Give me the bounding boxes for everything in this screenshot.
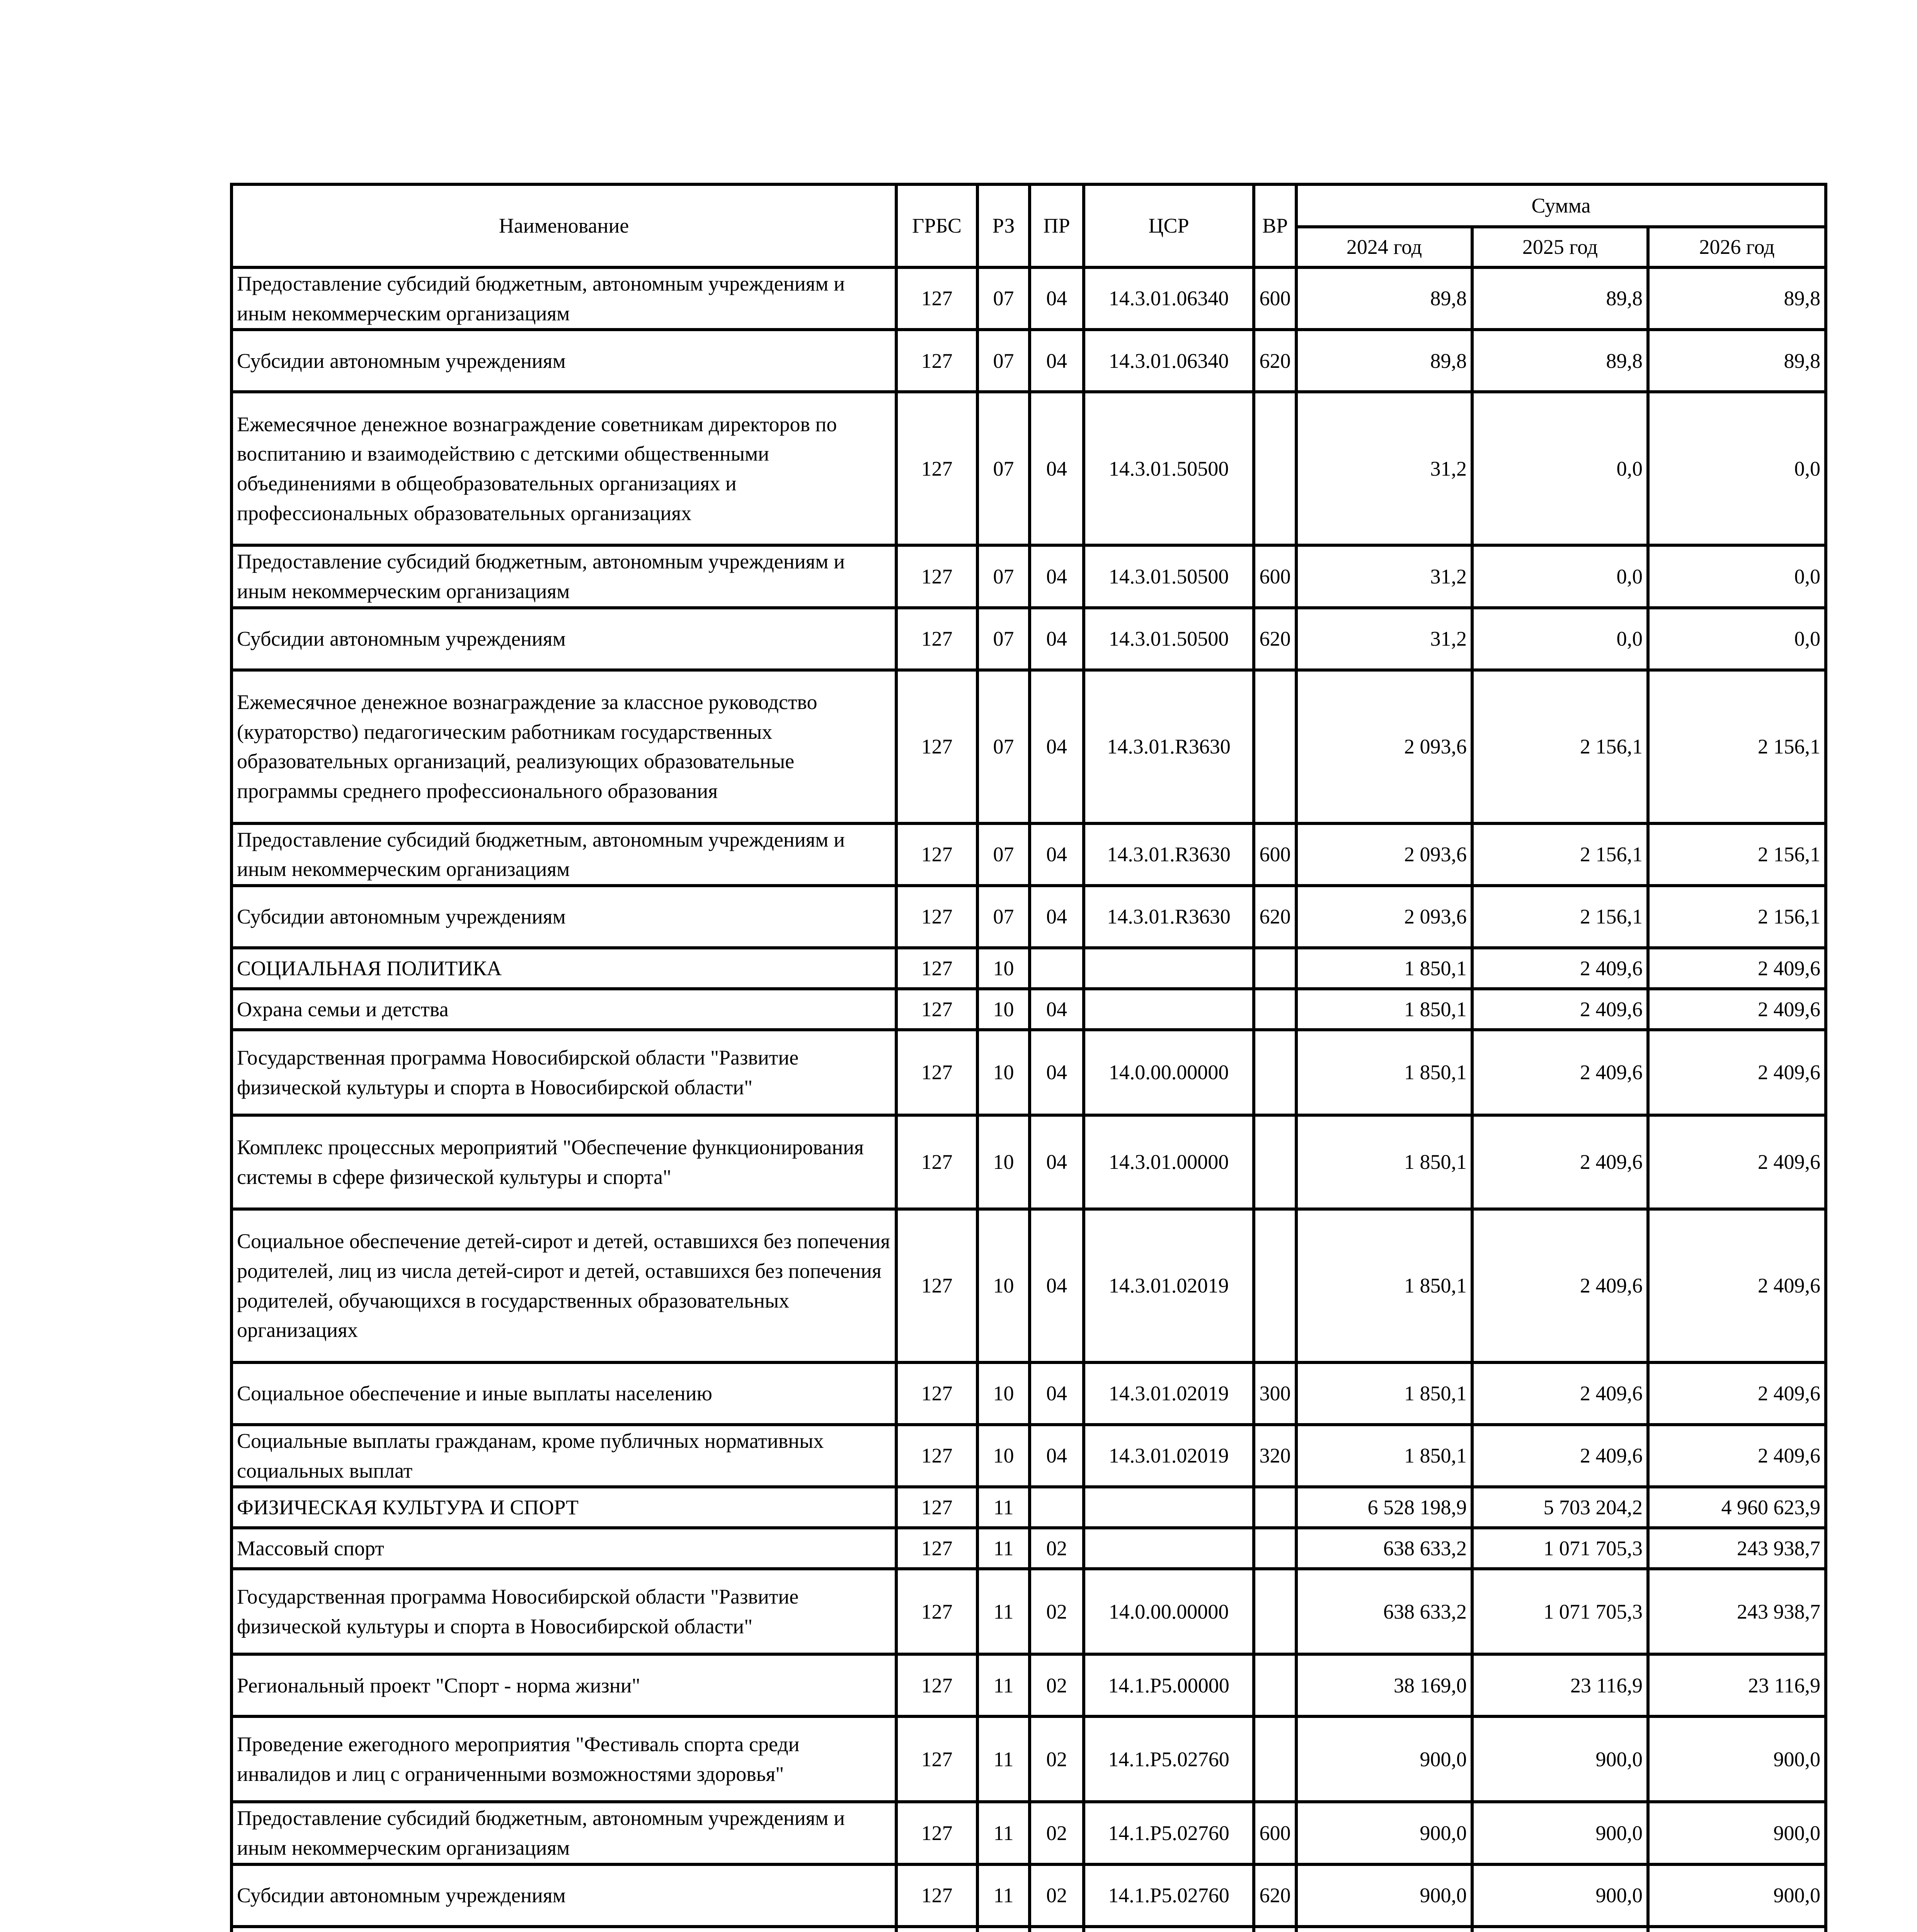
header-name: Наименование (232, 184, 896, 267)
table-row (232, 670, 1826, 823)
table-row (232, 1654, 1826, 1716)
row-sum-2025: 0,0 (1472, 545, 1648, 607)
row-name: Проведение ежегодного мероприятия "Фестиваль спорта среди инвалидов и лиц с ограниченными возможностями здоровья" (232, 1716, 896, 1802)
row-pr: 02 (1030, 1654, 1084, 1716)
row-rz: 10 (977, 948, 1030, 989)
row-sum-2025: 1 071 705,3 (1472, 1528, 1648, 1569)
row-pr: 04 (1030, 1209, 1084, 1362)
table-row (232, 1362, 1826, 1425)
row-name: СОЦИАЛЬНАЯ ПОЛИТИКА (232, 948, 896, 989)
row-pr: 04 (1030, 823, 1084, 886)
row-grbs: 127 (896, 1487, 977, 1528)
row-vr (1254, 1528, 1296, 1569)
row-grbs: 127 (896, 823, 977, 886)
row-vr (1254, 670, 1296, 823)
row-vr: 600 (1254, 267, 1296, 330)
row-sum-2026: 2 156,1 (1648, 886, 1826, 948)
row-name: Региональный проект "Спорт - норма жизни" (232, 1654, 896, 1716)
row-grbs: 127 (896, 1569, 977, 1654)
row-vr: 620 (1254, 330, 1296, 392)
row-sum-2024: 2 093,6 (1296, 670, 1472, 823)
row-csr: 14.1.P5.02760 (1084, 1802, 1254, 1864)
row-rz: 07 (977, 545, 1030, 607)
row-sum-2026: 23 116,9 (1648, 1654, 1826, 1716)
row-pr (1030, 1487, 1084, 1528)
table-row (232, 545, 1826, 607)
row-pr: 04 (1030, 545, 1084, 607)
row-vr: 600 (1254, 545, 1296, 607)
row-sum-2026: 2 156,1 (1648, 823, 1826, 886)
row-rz: 07 (977, 886, 1030, 948)
header-year-2024: 2024 год (1296, 227, 1472, 267)
row-pr: 02 (1030, 1569, 1084, 1654)
row-vr (1254, 1716, 1296, 1802)
row-sum-2024: 1 850,1 (1296, 948, 1472, 989)
row-sum-2024: 2 093,6 (1296, 823, 1472, 886)
row-csr: 14.3.01.50500 (1084, 608, 1254, 670)
row-name: Охрана семьи и детства (232, 989, 896, 1030)
table-row (232, 823, 1826, 886)
table-row (232, 1030, 1826, 1115)
row-sum-2026: 2 409,6 (1648, 1425, 1826, 1487)
header-rz: РЗ (977, 184, 1030, 267)
row-csr: 14.0.00.00000 (1084, 1569, 1254, 1654)
table-row (232, 1115, 1826, 1209)
row-sum-2025: 23 116,9 (1472, 1654, 1648, 1716)
row-name: Предоставление субсидий бюджетным, автономным учреждениям и иным некоммерческим организациям (232, 545, 896, 607)
row-grbs: 127 (896, 1115, 977, 1209)
row-rz: 07 (977, 670, 1030, 823)
table-header (232, 184, 1826, 267)
row-sum-2025: 900,0 (1472, 1864, 1648, 1927)
row-grbs: 127 (896, 670, 977, 823)
row-rz: 11 (977, 1654, 1030, 1716)
row-csr: 14.1.P5.02760 (1084, 1864, 1254, 1927)
row-pr: 04 (1030, 1030, 1084, 1115)
row-csr: 14.3.01.02019 (1084, 1209, 1254, 1362)
row-name: Субсидии автономным учреждениям (232, 1864, 896, 1927)
row-sum-2026: 2 409,6 (1648, 1362, 1826, 1425)
row-sum-2025: 0,0 (1472, 392, 1648, 545)
row-pr: 04 (1030, 1425, 1084, 1487)
row-grbs: 127 (896, 886, 977, 948)
row-grbs: 127 (896, 392, 977, 545)
row-grbs: 127 (896, 1654, 977, 1716)
row-vr (1254, 989, 1296, 1030)
row-pr: 02 (1030, 1864, 1084, 1927)
row-name: Ежемесячное денежное вознаграждение советникам директоров по воспитанию и взаимодействию с детскими общественными объединениями в общеобразовательных организациях и профессиональных образовательных организациях (232, 392, 896, 545)
row-csr: 14.3.01.06340 (1084, 330, 1254, 392)
row-grbs: 127 (896, 1716, 977, 1802)
row-grbs (896, 1927, 977, 1932)
row-rz: 07 (977, 823, 1030, 886)
row-rz: 11 (977, 1802, 1030, 1864)
row-sum-2025: 1 071 705,3 (1472, 1569, 1648, 1654)
row-sum-2026: 89,8 (1648, 330, 1826, 392)
row-sum-2025: 5 703 204,2 (1472, 1487, 1648, 1528)
row-vr: 620 (1254, 1864, 1296, 1927)
row-name: Предоставление субсидий бюджетным, автономным учреждениям и иным некоммерческим организациям (232, 1802, 896, 1864)
table-body (232, 267, 1826, 1932)
row-sum-2026: 2 409,6 (1648, 1209, 1826, 1362)
row-vr: 620 (1254, 886, 1296, 948)
row-rz: 07 (977, 330, 1030, 392)
row-sum-2025: 2 409,6 (1472, 1030, 1648, 1115)
row-rz: 10 (977, 1115, 1030, 1209)
row-csr: 14.3.01.00000 (1084, 1115, 1254, 1209)
row-csr: 14.3.01.02019 (1084, 1362, 1254, 1425)
row-pr: 02 (1030, 1802, 1084, 1864)
row-pr: 04 (1030, 267, 1084, 330)
table-row (232, 948, 1826, 989)
row-vr: 600 (1254, 1802, 1296, 1864)
row-csr: 14.3.01.R3630 (1084, 670, 1254, 823)
row-sum-2025: 89,8 (1472, 267, 1648, 330)
row-sum-2024: 1 850,1 (1296, 1362, 1472, 1425)
header-year-2025: 2025 год (1472, 227, 1648, 267)
row-grbs: 127 (896, 1528, 977, 1569)
row-pr (1030, 1927, 1084, 1932)
row-pr: 04 (1030, 1362, 1084, 1425)
row-grbs: 127 (896, 1362, 977, 1425)
row-grbs: 127 (896, 1030, 977, 1115)
budget-table (230, 183, 1827, 1932)
table-row (232, 1425, 1826, 1487)
header-sum: Сумма (1296, 184, 1826, 227)
row-sum-2024 (1296, 1927, 1472, 1932)
row-sum-2026: 0,0 (1648, 545, 1826, 607)
table-row (232, 1927, 1826, 1932)
row-vr (1254, 1654, 1296, 1716)
row-sum-2024: 6 528 198,9 (1296, 1487, 1472, 1528)
row-sum-2026: 2 409,6 (1648, 989, 1826, 1030)
row-csr: 14.1.P5.00000 (1084, 1654, 1254, 1716)
row-vr: 320 (1254, 1425, 1296, 1487)
table-row (232, 1209, 1826, 1362)
row-sum-2025: 900,0 (1472, 1716, 1648, 1802)
row-sum-2026: 2 409,6 (1648, 1115, 1826, 1209)
row-sum-2024: 31,2 (1296, 545, 1472, 607)
row-rz: 10 (977, 1209, 1030, 1362)
row-vr (1254, 392, 1296, 545)
row-name: Социальное обеспечение детей-сирот и детей, оставшихся без попечения родителей, лиц из числа детей-сирот и детей, оставшихся без попечения родителей, обучающихся в государственных образовательных организациях (232, 1209, 896, 1362)
table-row (232, 1716, 1826, 1802)
row-rz: 11 (977, 1528, 1030, 1569)
row-name: ФИЗИЧЕСКАЯ КУЛЬТУРА И СПОРТ (232, 1487, 896, 1528)
row-sum-2024: 638 633,2 (1296, 1569, 1472, 1654)
row-pr: 04 (1030, 989, 1084, 1030)
row-name: Субсидии автономным учреждениям (232, 330, 896, 392)
row-grbs: 127 (896, 1802, 977, 1864)
row-grbs: 127 (896, 1425, 977, 1487)
row-grbs: 127 (896, 267, 977, 330)
row-sum-2025: 2 409,6 (1472, 1362, 1648, 1425)
row-vr (1254, 1487, 1296, 1528)
row-vr: 300 (1254, 1362, 1296, 1425)
table-row (232, 608, 1826, 670)
row-sum-2025: 2 156,1 (1472, 823, 1648, 886)
row-csr: 14.3.01.06340 (1084, 267, 1254, 330)
row-csr: 14.3.01.50500 (1084, 545, 1254, 607)
row-rz: 10 (977, 1362, 1030, 1425)
row-sum-2026: 0,0 (1648, 392, 1826, 545)
row-rz: 11 (977, 1487, 1030, 1528)
row-rz: 11 (977, 1569, 1030, 1654)
row-pr: 02 (1030, 1528, 1084, 1569)
row-sum-2026: 900,0 (1648, 1864, 1826, 1927)
row-sum-2024: 900,0 (1296, 1864, 1472, 1927)
table-row (232, 989, 1826, 1030)
row-sum-2026: 2 156,1 (1648, 670, 1826, 823)
row-csr: 14.3.01.02019 (1084, 1425, 1254, 1487)
row-pr (1030, 948, 1084, 989)
row-sum-2026: 89,8 (1648, 267, 1826, 330)
row-rz: 07 (977, 267, 1030, 330)
row-csr: 14.3.01.R3630 (1084, 823, 1254, 886)
row-sum-2025: 0,0 (1472, 608, 1648, 670)
row-pr: 04 (1030, 670, 1084, 823)
row-sum-2026: 243 938,7 (1648, 1528, 1826, 1569)
row-sum-2025: 2 409,6 (1472, 1209, 1648, 1362)
row-sum-2024: 89,8 (1296, 267, 1472, 330)
table-row (232, 392, 1826, 545)
table-row (232, 1864, 1826, 1927)
table-row (232, 330, 1826, 392)
row-sum-2024: 38 169,0 (1296, 1654, 1472, 1716)
table-row (232, 886, 1826, 948)
row-grbs: 127 (896, 330, 977, 392)
row-name: Ежемесячное денежное вознаграждение за классное руководство (кураторство) педагогическим работникам государственных образовательных организаций, реализующих образовательные программы среднего профессионального образования (232, 670, 896, 823)
row-sum-2026: 243 938,7 (1648, 1569, 1826, 1654)
row-sum-2026: 2 409,6 (1648, 1030, 1826, 1115)
row-vr (1254, 1209, 1296, 1362)
row-pr: 04 (1030, 392, 1084, 545)
row-vr (1254, 1115, 1296, 1209)
row-sum-2024: 1 850,1 (1296, 989, 1472, 1030)
row-sum-2024: 900,0 (1296, 1802, 1472, 1864)
header-vr: ВР (1254, 184, 1296, 267)
table-row (232, 1569, 1826, 1654)
row-sum-2024: 31,2 (1296, 608, 1472, 670)
header-pr: ПР (1030, 184, 1084, 267)
row-name: Социальные выплаты гражданам, кроме публичных нормативных социальных выплат (232, 1425, 896, 1487)
row-sum-2024: 1 850,1 (1296, 1115, 1472, 1209)
row-grbs: 127 (896, 989, 977, 1030)
row-sum-2024: 1 850,1 (1296, 1030, 1472, 1115)
row-csr (1084, 1927, 1254, 1932)
row-csr: 14.1.P5.02760 (1084, 1716, 1254, 1802)
header-grbs: ГРБС (896, 184, 977, 267)
row-sum-2025: 2 409,6 (1472, 1115, 1648, 1209)
row-sum-2024: 638 633,2 (1296, 1528, 1472, 1569)
row-sum-2026: 900,0 (1648, 1802, 1826, 1864)
header-csr: ЦСР (1084, 184, 1254, 267)
row-sum-2025: 2 409,6 (1472, 989, 1648, 1030)
row-grbs: 127 (896, 1864, 977, 1927)
row-pr: 04 (1030, 608, 1084, 670)
row-vr (1254, 1927, 1296, 1932)
row-sum-2025: 2 409,6 (1472, 1425, 1648, 1487)
row-csr (1084, 1528, 1254, 1569)
row-sum-2024: 1 850,1 (1296, 1425, 1472, 1487)
row-sum-2025: 2 156,1 (1472, 670, 1648, 823)
table-row (232, 1802, 1826, 1864)
row-vr (1254, 1030, 1296, 1115)
row-sum-2026: 4 960 623,9 (1648, 1487, 1826, 1528)
row-csr: 14.0.00.00000 (1084, 1030, 1254, 1115)
row-grbs: 127 (896, 1209, 977, 1362)
row-vr: 600 (1254, 823, 1296, 886)
row-sum-2026: 900,0 (1648, 1716, 1826, 1802)
row-rz: 10 (977, 1030, 1030, 1115)
row-vr (1254, 1569, 1296, 1654)
row-sum-2025: 900,0 (1472, 1802, 1648, 1864)
row-vr (1254, 948, 1296, 989)
row-rz: 07 (977, 608, 1030, 670)
row-sum-2026 (1648, 1927, 1826, 1932)
row-name: Субсидии автономным учреждениям (232, 608, 896, 670)
row-sum-2026: 2 409,6 (1648, 948, 1826, 989)
row-rz: 10 (977, 1425, 1030, 1487)
row-csr: 14.3.01.R3630 (1084, 886, 1254, 948)
table-row (232, 267, 1826, 330)
row-sum-2024: 31,2 (1296, 392, 1472, 545)
row-name: Государственная программа Новосибирской области "Развитие физической культуры и спорта в Новосибирской области" (232, 1569, 896, 1654)
row-sum-2024: 2 093,6 (1296, 886, 1472, 948)
header-year-2026: 2026 год (1648, 227, 1826, 267)
row-rz: 07 (977, 392, 1030, 545)
table-row (232, 1487, 1826, 1528)
row-pr: 04 (1030, 886, 1084, 948)
row-name: Комплекс процессных мероприятий "Обеспечение функционирования системы в сфере физической культуры и спорта" (232, 1115, 896, 1209)
row-name: Предоставление субсидий бюджетным, автономным учреждениям и иным некоммерческим организациям (232, 267, 896, 330)
row-grbs: 127 (896, 608, 977, 670)
row-sum-2025: 89,8 (1472, 330, 1648, 392)
row-sum-2024: 900,0 (1296, 1716, 1472, 1802)
row-pr: 02 (1030, 1716, 1084, 1802)
row-pr: 04 (1030, 330, 1084, 392)
row-rz (977, 1927, 1030, 1932)
row-sum-2025 (1472, 1927, 1648, 1932)
row-sum-2025: 2 156,1 (1472, 886, 1648, 948)
row-csr: 14.3.01.50500 (1084, 392, 1254, 545)
row-rz: 11 (977, 1864, 1030, 1927)
row-sum-2024: 89,8 (1296, 330, 1472, 392)
row-name (232, 1927, 896, 1932)
row-name: Государственная программа Новосибирской области "Развитие физической культуры и спорта в Новосибирской области" (232, 1030, 896, 1115)
row-csr (1084, 948, 1254, 989)
row-sum-2025: 2 409,6 (1472, 948, 1648, 989)
table-row (232, 1528, 1826, 1569)
row-name: Субсидии автономным учреждениям (232, 886, 896, 948)
row-name: Массовый спорт (232, 1528, 896, 1569)
row-name: Социальное обеспечение и иные выплаты населению (232, 1362, 896, 1425)
row-sum-2026: 0,0 (1648, 608, 1826, 670)
row-name: Предоставление субсидий бюджетным, автономным учреждениям и иным некоммерческим организациям (232, 823, 896, 886)
row-pr: 04 (1030, 1115, 1084, 1209)
row-sum-2024: 1 850,1 (1296, 1209, 1472, 1362)
row-csr (1084, 989, 1254, 1030)
row-grbs: 127 (896, 545, 977, 607)
row-vr: 620 (1254, 608, 1296, 670)
row-rz: 11 (977, 1716, 1030, 1802)
row-grbs: 127 (896, 948, 977, 989)
row-csr (1084, 1487, 1254, 1528)
row-rz: 10 (977, 989, 1030, 1030)
